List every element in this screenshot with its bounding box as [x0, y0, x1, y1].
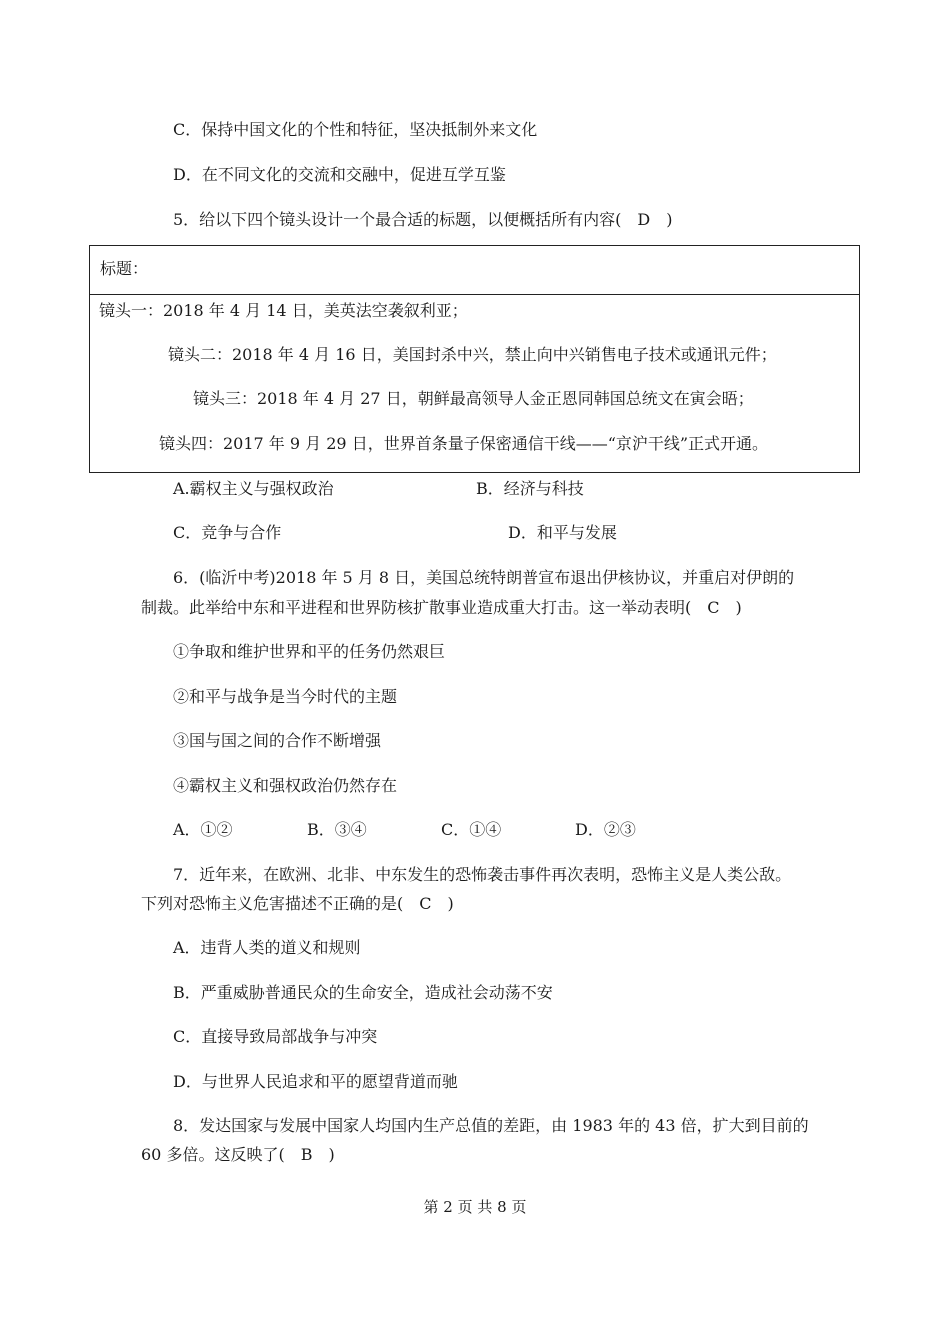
- q4-option-c: C．保持中国文化的个性和特征，坚决抵制外来文化: [173, 120, 538, 139]
- q5-shot-4: 镜头四：2017 年 9 月 29 日，世界首条量子保密通信干线——“京沪干线”正式开通。: [159, 434, 769, 453]
- q7-option-c: C．直接导致局部战争与冲突: [173, 1027, 378, 1046]
- q5-option-a: A.霸权主义与强权政治: [173, 479, 334, 498]
- q6-option-c: C．①④: [441, 820, 502, 839]
- page-number-footer: 第 2 页 共 8 页: [423, 1198, 527, 1216]
- q6-stem-line1: 6．(临沂中考)2018 年 5 月 8 日，美国总统特朗普宣布退出伊核协议，并重启对伊朗的: [173, 568, 795, 587]
- q4-option-d: D．在不同文化的交流和交融中，促进互学互鉴: [173, 165, 506, 184]
- q7-stem-line2: 下列对恐怖主义危害描述不正确的是( C ): [141, 894, 454, 913]
- q5-box-divider: [90, 294, 859, 295]
- q6-item-4: ④霸权主义和强权政治仍然存在: [173, 776, 398, 795]
- q8-stem-line2: 60 多倍。这反映了( B ): [141, 1145, 335, 1164]
- q6-option-a: A．①②: [173, 820, 233, 839]
- q6-item-1: ①争取和维护世界和平的任务仍然艰巨: [173, 642, 446, 661]
- q7-stem-line1: 7．近年来，在欧洲、北非、中东发生的恐怖袭击事件再次表明，恐怖主义是人类公敌。: [173, 865, 792, 884]
- q5-shot-3: 镜头三：2018 年 4 月 27 日，朝鲜最高领导人金正恩同韩国总统文在寅会晤；: [193, 389, 754, 408]
- q5-box-title: 标题：: [100, 259, 149, 278]
- q6-option-d: D．②③: [575, 820, 636, 839]
- q6-item-3: ③国与国之间的合作不断增强: [173, 731, 382, 750]
- q5-shot-1: 镜头一：2018 年 4 月 14 日，美英法空袭叙利亚；: [99, 301, 468, 320]
- q6-stem-line2: 制裁。此举给中东和平进程和世界防核扩散事业造成重大打击。这一举动表明( C ): [141, 598, 742, 617]
- q5-option-d: D．和平与发展: [508, 523, 617, 542]
- q7-option-d: D．与世界人民追求和平的愿望背道而驰: [173, 1072, 458, 1091]
- q5-shot-2: 镜头二：2018 年 4 月 16 日，美国封杀中兴，禁止向中兴销售电子技术或通讯元件；: [168, 345, 777, 364]
- q7-option-a: A．违背人类的道义和规则: [173, 938, 361, 957]
- q8-stem-line1: 8．发达国家与发展中国家人均国内生产总值的差距，由 1983 年的 43 倍，扩大到目前的: [173, 1116, 809, 1135]
- q5-stem: 5．给以下四个镜头设计一个最合适的标题，以便概括所有内容( D ): [173, 210, 673, 229]
- q7-option-b: B．严重威胁普通民众的生命安全，造成社会动荡不安: [173, 983, 553, 1002]
- q5-option-c: C．竞争与合作: [173, 523, 282, 542]
- q5-option-b: B．经济与科技: [476, 479, 584, 498]
- q6-item-2: ②和平与战争是当今时代的主题: [173, 687, 398, 706]
- q6-option-b: B．③④: [307, 820, 367, 839]
